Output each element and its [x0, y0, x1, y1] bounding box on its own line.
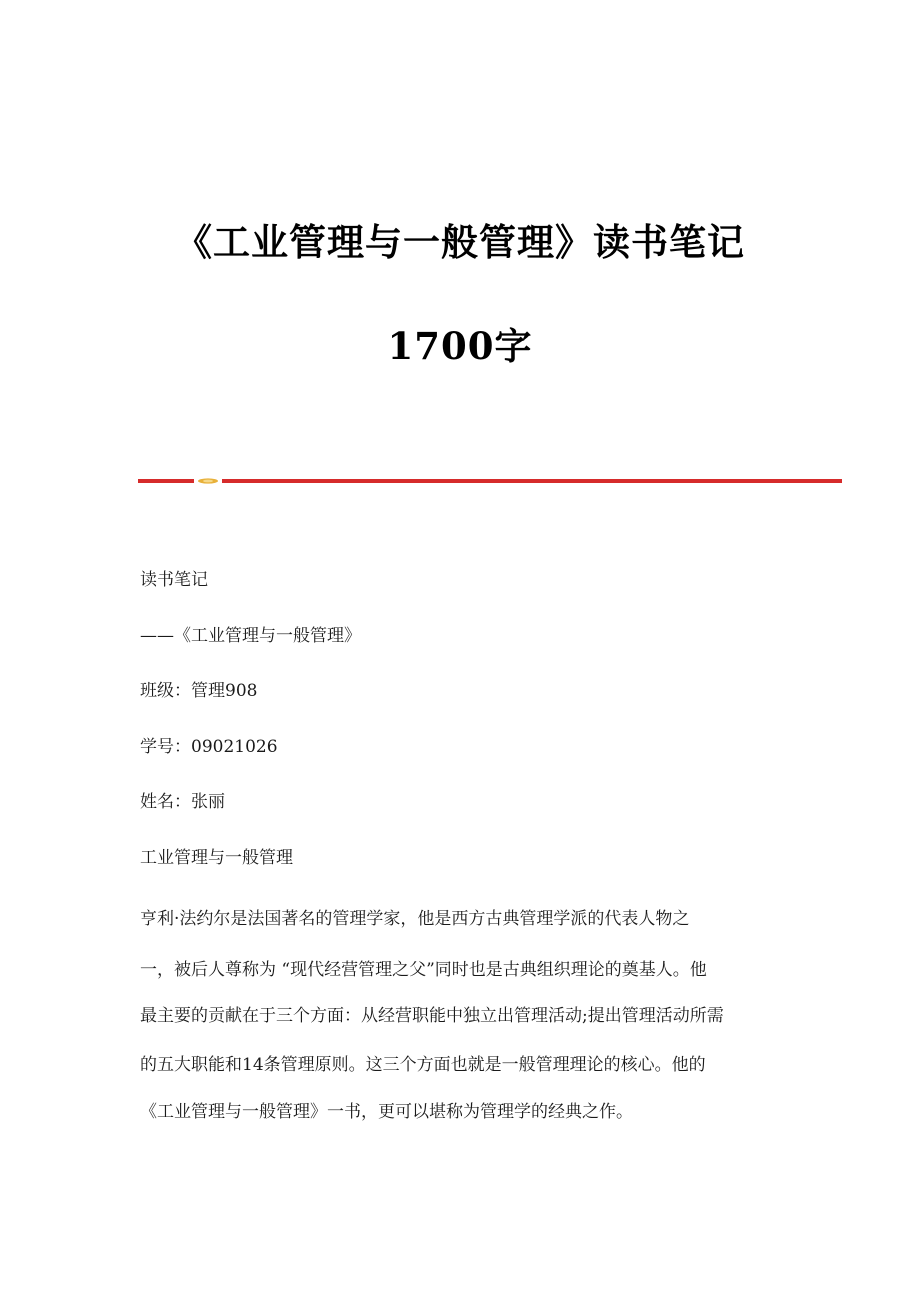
divider-bar-left: [138, 479, 194, 483]
student-name: 姓名：张丽: [140, 792, 225, 812]
title-divider: [138, 477, 842, 485]
book-subtitle: ——《工业管理与一般管理》: [140, 626, 361, 646]
divider-ornament-icon: [196, 477, 220, 485]
document-subtitle: 1700字: [387, 324, 533, 368]
paragraph-line: 一，被后人尊称为 “现代经营管理之父”同时也是古典组织理论的奠基人。他: [140, 960, 707, 980]
divider-bar-right: [222, 479, 842, 483]
student-id: 学号：09021026: [140, 737, 278, 757]
section-heading: 工业管理与一般管理: [140, 848, 293, 868]
paragraph-line: 的五大职能和14条管理原则。这三个方面也就是一般管理理论的核心。他的: [140, 1055, 706, 1075]
paragraph-line: 最主要的贡献在于三个方面：从经营职能中独立出管理活动;提出管理活动所需: [140, 1006, 724, 1026]
notes-heading: 读书笔记: [140, 570, 208, 590]
paragraph-line: 《工业管理与一般管理》一书，更可以堪称为管理学的经典之作。: [140, 1102, 633, 1122]
paragraph-line: 亨利·法约尔是法国著名的管理学家，他是西方古典管理学派的代表人物之: [140, 909, 690, 929]
class-info: 班级：管理908: [140, 681, 258, 701]
document-title: 《工业管理与一般管理》读书笔记: [175, 220, 745, 264]
